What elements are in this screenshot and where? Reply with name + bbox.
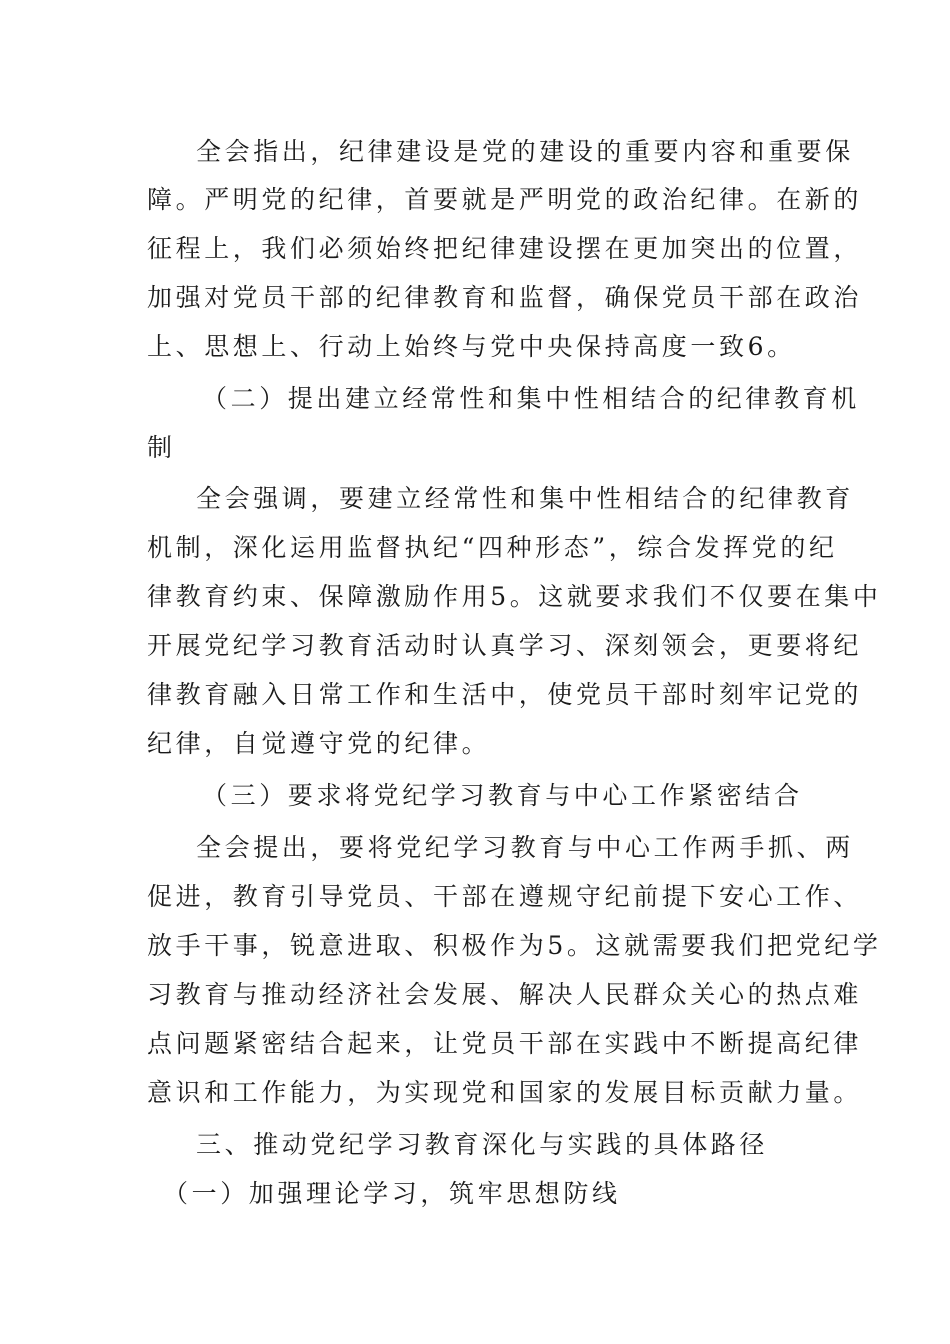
paragraph-2-line-4: 开展党纪学习教育活动时认真学习、深刻领会，更要将纪 [147, 631, 863, 660]
paragraph-3-line-5: 点问题紧密结合起来，让党员干部在实践中不断提高纪律 [147, 1029, 863, 1058]
paragraph-3-line-4: 习教育与推动经济社会发展、解决人民群众关心的热点难 [147, 980, 863, 1009]
paragraph-1-line-5: 上、思想上、行动上始终与党中央保持高度一致6。 [147, 332, 796, 361]
paragraph-2-line-2: 机制，深化运用监督执纪“四种形态”，综合发挥党的纪 [147, 533, 838, 562]
paragraph-1-line-3: 征程上，我们必须始终把纪律建设摆在更加突出的位置， [147, 234, 863, 263]
paragraph-2-line-5: 律教育融入日常工作和生活中，使党员干部时刻牢记党的 [147, 680, 863, 709]
subheading-2-line-2: 制 [147, 433, 176, 462]
subheading-3-1: （一）加强理论学习，筑牢思想防线 [163, 1179, 621, 1208]
paragraph-1-line-4: 加强对党员干部的纪律教育和监督，确保党员干部在政治 [147, 283, 863, 312]
subheading-2-line-1: （二）提出建立经常性和集中性相结合的纪律教育机 [202, 384, 860, 413]
subheading-3: （三）要求将党纪学习教育与中心工作紧密结合 [202, 781, 803, 810]
paragraph-2-line-6: 纪律，自觉遵守党的纪律。 [147, 729, 491, 758]
paragraph-1-line-2: 障。严明党的纪律，首要就是严明党的政治纪律。在新的 [147, 185, 863, 214]
paragraph-1-line-1: 全会指出，纪律建设是党的建设的重要内容和重要保 [196, 137, 854, 166]
section-heading-3: 三、推动党纪学习教育深化与实践的具体路径 [196, 1130, 769, 1159]
paragraph-3-line-1: 全会提出，要将党纪学习教育与中心工作两手抓、两 [196, 833, 854, 862]
paragraph-3-line-2: 促进，教育引导党员、干部在遵规守纪前提下安心工作、 [147, 882, 863, 911]
paragraph-2-line-3: 律教育约束、保障激励作用5。这就要求我们不仅要在集中 [147, 582, 882, 611]
paragraph-3-line-6: 意识和工作能力，为实现党和国家的发展目标贡献力量。 [147, 1078, 863, 1107]
paragraph-2-line-1: 全会强调，要建立经常性和集中性相结合的纪律教育 [196, 484, 854, 513]
paragraph-3-line-3: 放手干事，锐意进取、积极作为5。这就需要我们把党纪学 [147, 931, 882, 960]
